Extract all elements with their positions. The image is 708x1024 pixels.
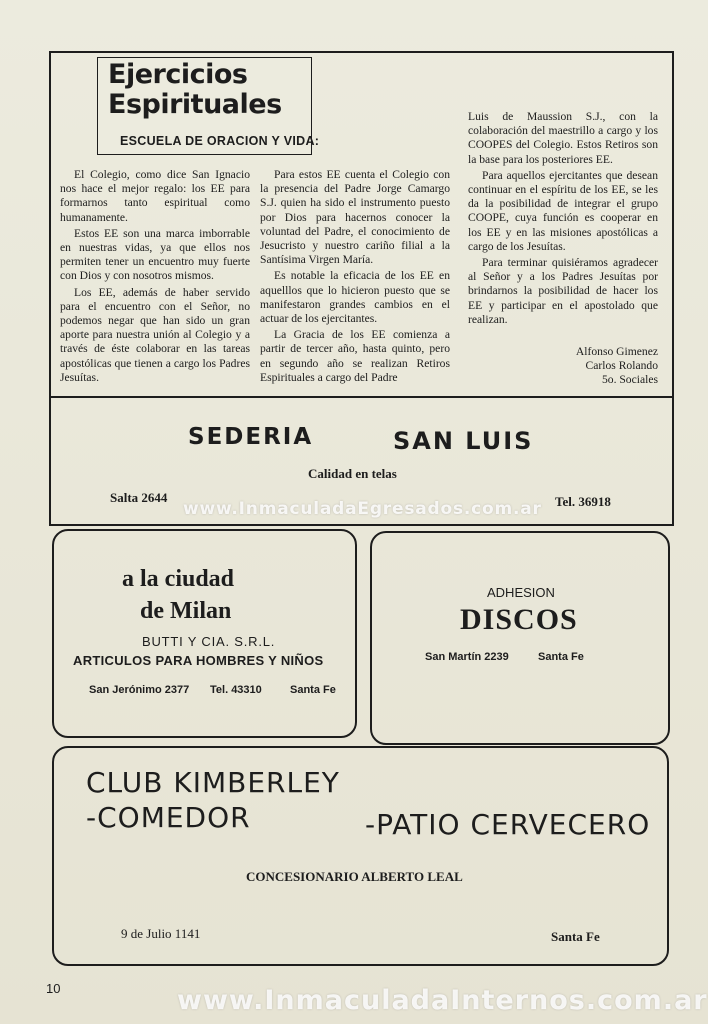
milan-line-1: a la ciudad — [122, 566, 235, 592]
milan-address: San Jerónimo 2377 — [89, 684, 190, 696]
milan-phone: Tel. 43310 — [210, 684, 262, 696]
article-column-1 — [60, 168, 250, 387]
discos-ad-frame — [370, 531, 670, 745]
article-column-3 — [468, 110, 658, 388]
discos-city: Santa Fe — [538, 651, 584, 663]
sederia-phone: Tel. 36918 — [555, 494, 611, 509]
discos-label: ADHESION — [487, 585, 555, 600]
kimberley-concession: CONCESIONARIO ALBERTO LEAL — [246, 869, 463, 884]
title-line-1: Ejercicios — [108, 59, 248, 90]
sederia-right-name: SAN LUIS — [393, 427, 534, 455]
kimberley-feature-2: -PATIO CERVECERO — [365, 808, 651, 841]
article-subtitle: ESCUELA DE ORACION Y VIDA: — [120, 134, 320, 148]
sederia-tagline: Calidad en telas — [308, 466, 397, 481]
kimberley-city: Santa Fe — [551, 929, 600, 944]
paragraph: Es notable la eficacia de los EE en aquelllos que lo hicieron puesto que se manifestaron grandes cambios en el actuar de los ejercitantes. — [260, 269, 450, 326]
paragraph: Para aquellos ejercitantes que desean continuar en el espíritu de los EE, se les da la posibilidad de integrar el grupo COOPE, cuya función es cooperar en los EE y en las misiones apostólicas a cargo de los Jesuítas. — [468, 168, 658, 253]
discos-name: DISCOS — [460, 603, 578, 636]
watermark-bottom: www.InmaculadaInternos.com.ar — [177, 985, 708, 1016]
kimberley-feature-1: -COMEDOR — [86, 801, 251, 834]
paragraph: Luis de Maussion S.J., con la colaboración del maestrillo a cargo y los COOPES del Colegio. Estos Retiros son la base para los posteriores EE. — [468, 110, 658, 166]
paragraph: La Gracia de los EE comienza a partir de tercer año, hasta quinto, pero en segundo año se realizan Retiros Espirituales a cargo del Padre — [260, 328, 450, 384]
discos-address: San Martín 2239 — [425, 651, 509, 663]
sederia-left-name: SEDERIA — [188, 424, 314, 450]
kimberley-address: 9 de Julio 1141 — [121, 926, 201, 941]
paragraph: El Colegio, como dice San Ignacio nos hace el mejor regalo: los EE para formarnos tanto espiritual como humanamente. — [60, 168, 250, 224]
milan-line-2: de Milan — [140, 598, 232, 624]
milan-products: ARTICULOS PARA HOMBRES Y NIÑOS — [73, 653, 324, 668]
page-number: 10 — [46, 981, 61, 996]
sederia-address: Salta 2644 — [110, 490, 168, 505]
paragraph: Para terminar quisiéramos agradecer al Señor y a los Padres Jesuítas por brindarnos la posibilidad de hacer los EE y participar en el apostolado que realizan. — [468, 256, 658, 326]
paragraph: Estos EE son una marca imborrable en nuestras vidas, ya que ellos nos permiten tener un encuentro muy fuerte con Dios y con nosotros mismos. — [60, 226, 250, 283]
signature-name-1: Alfonso Gimenez — [575, 345, 658, 359]
article-title — [108, 60, 282, 120]
paragraph: Los EE, además de haber servido para el encuentro con el Señor, no podemos negar que han sido un gran aporte para nuestra unión al Colegio y a través de éste colaborar en las tareas apostólicas que tienen a cargo los Padres Jesuítas. — [60, 285, 250, 384]
signature — [468, 345, 658, 388]
article-column-2 — [260, 168, 450, 387]
milan-company: BUTTI Y CIA. S.R.L. — [142, 634, 276, 649]
watermark-top: www.InmaculadaEgresados.com.ar — [183, 499, 542, 519]
paragraph: Para estos EE cuenta el Colegio con la presencia del Padre Jorge Camargo S.J. quien ha sido el instrumento puesto por Dios para hacernos conocer la voluntad del Padre, el conocimiento de Jesucristo y nuestro cariño filial a la Santísima Virgen María. — [260, 168, 450, 267]
title-line-2: Espirituales — [108, 89, 282, 120]
kimberley-name: CLUB KIMBERLEY — [86, 766, 340, 799]
signature-class: 5o. Sociales — [601, 373, 658, 387]
signature-name-2: Carlos Rolando — [585, 359, 658, 373]
milan-city: Santa Fe — [290, 684, 336, 696]
